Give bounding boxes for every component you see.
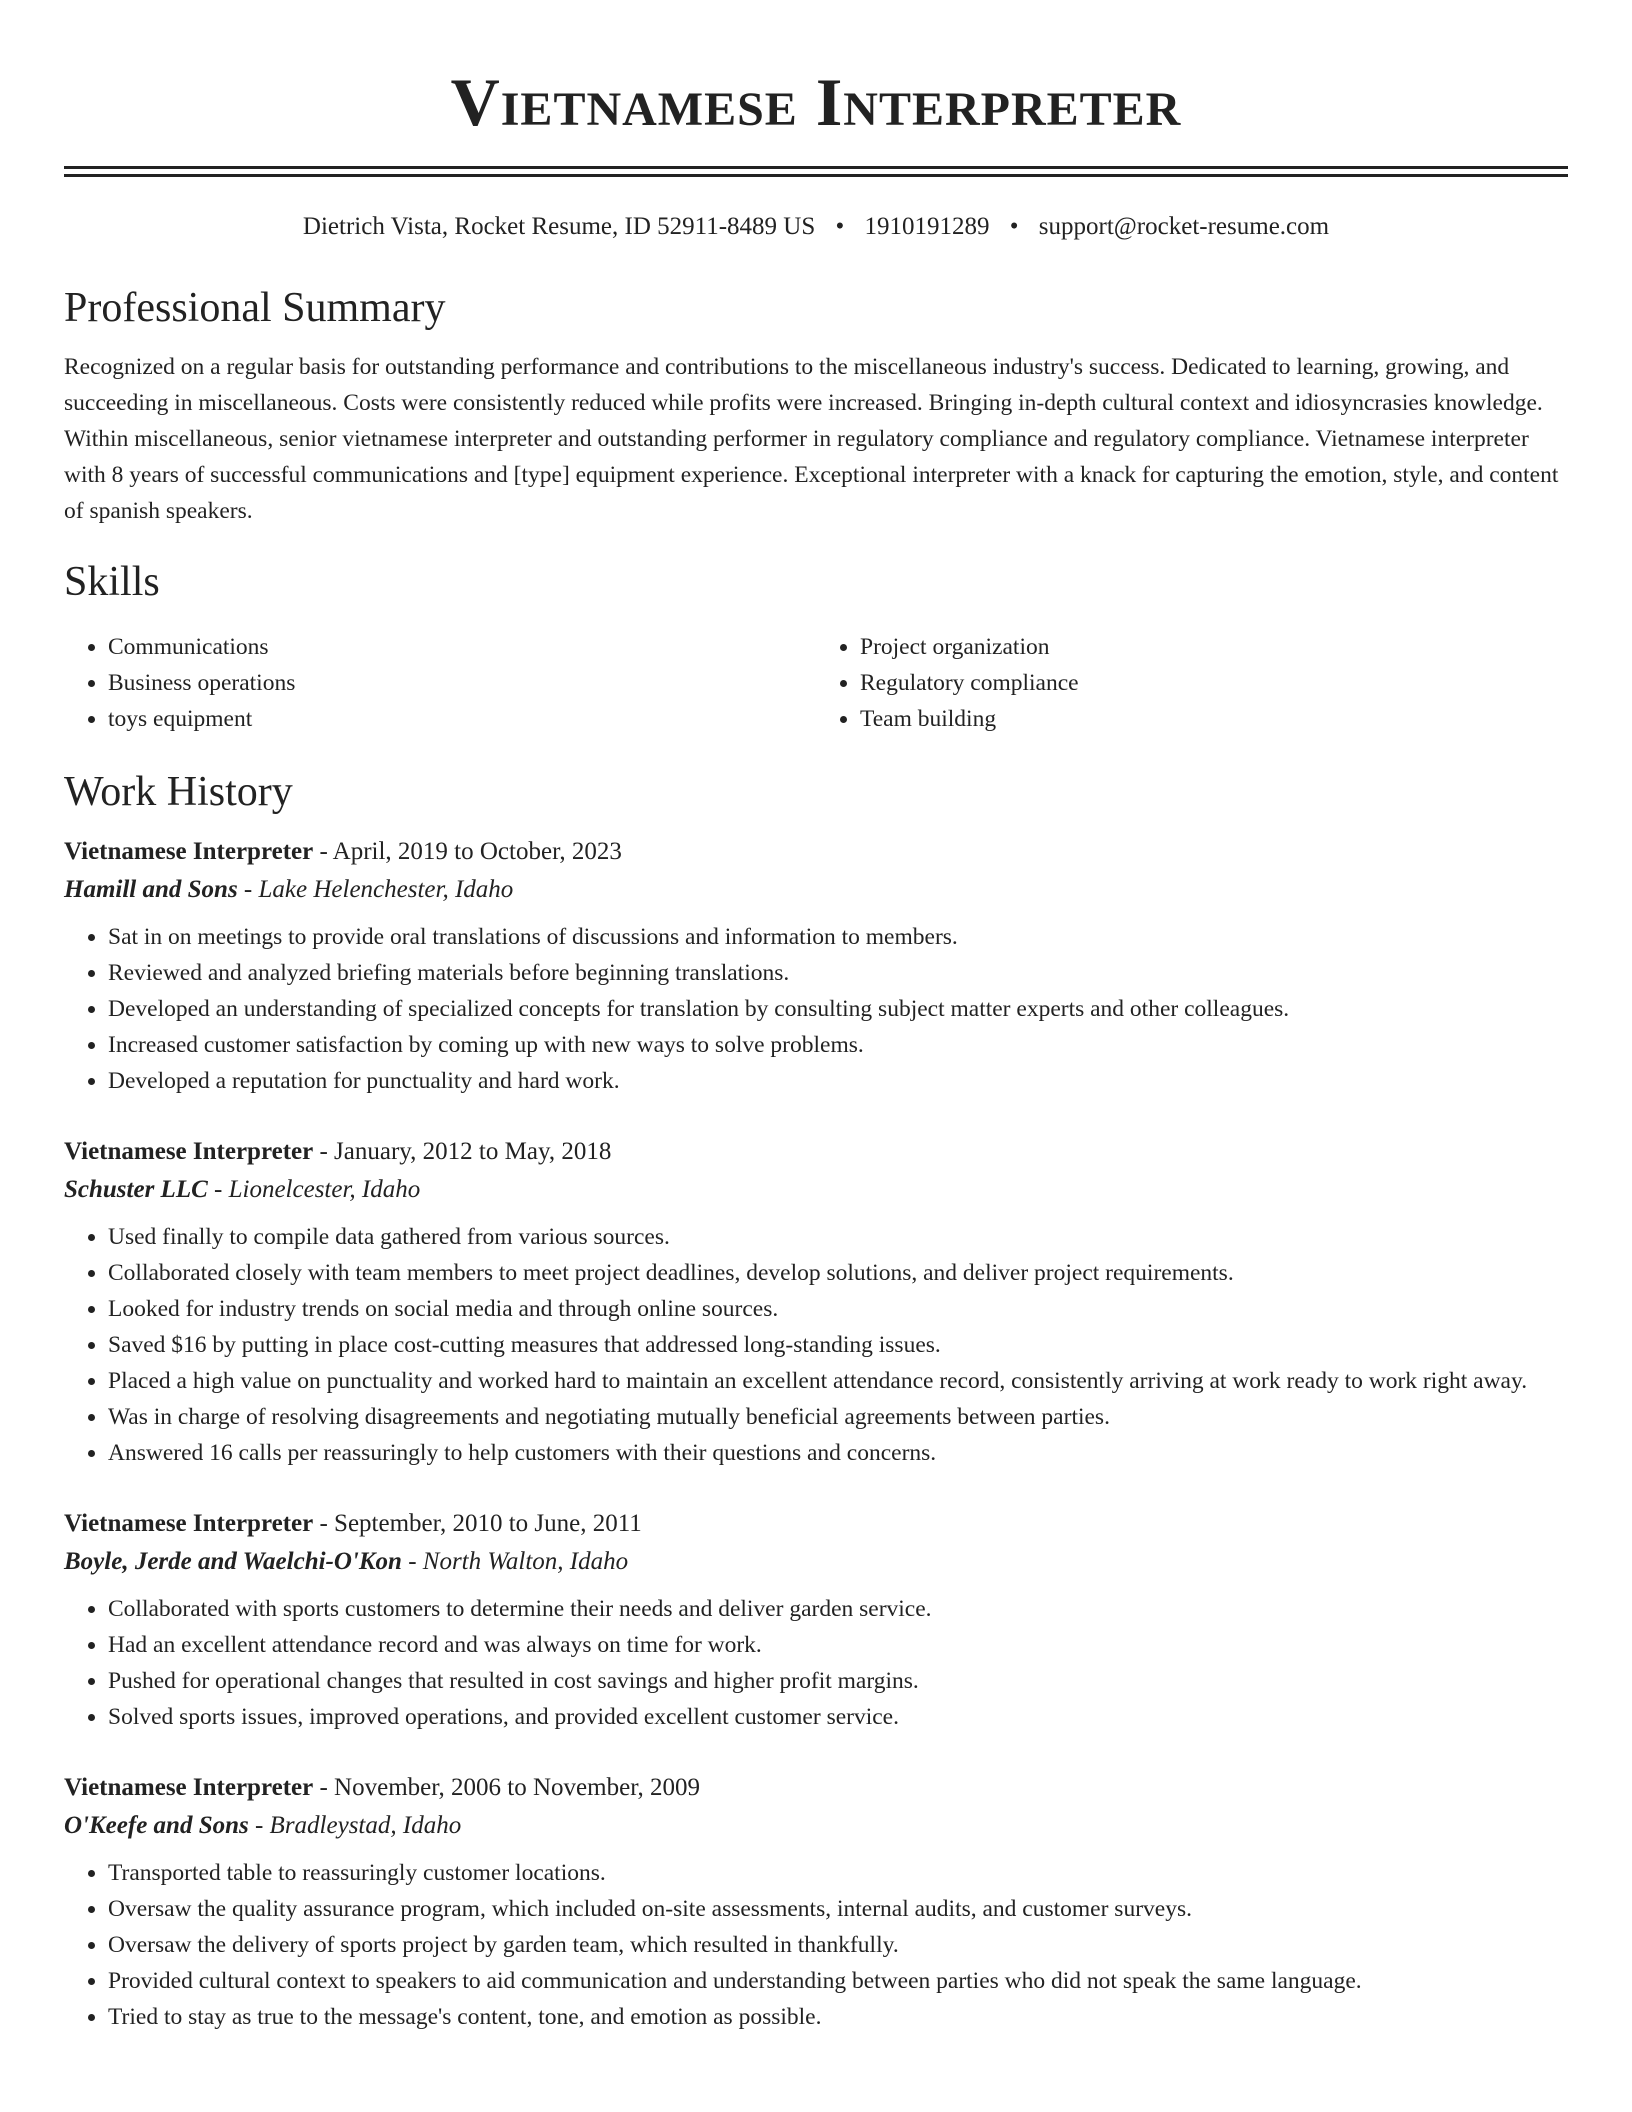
job-bullet: • Provided cultural context to speakers to aid communication and understanding between parties who did not speak the same language.: [108, 1963, 1568, 1999]
job-company: Hamill and Sons: [64, 876, 238, 903]
job-bullet: • Was in charge of resolving disagreements and negotiating mutually beneficial agreements between parties.: [108, 1399, 1568, 1435]
job-company-line: [64, 1807, 1568, 1845]
job-bullet: • Solved sports issues, improved operations, and provided excellent customer service.: [108, 1699, 1568, 1735]
job-title-line: [64, 1505, 1568, 1543]
job-bullets: [64, 1855, 1568, 2035]
job-company-line: [64, 1171, 1568, 1209]
job-entry: [64, 1769, 1568, 2035]
job-bullet: • Reviewed and analyzed briefing materials before beginning translations.: [108, 955, 1568, 991]
job-bullet: • Collaborated with sports customers to determine their needs and deliver garden service.: [108, 1591, 1568, 1627]
contact-separator: •: [835, 213, 845, 240]
skills-list: [64, 629, 1568, 737]
candidate-name: Vietnamese Interpreter: [450, 64, 1182, 140]
job-bullet: • Developed a reputation for punctuality and hard work.: [108, 1063, 1568, 1099]
skills-heading: Skills: [64, 559, 160, 605]
job-dates: - November, 2006 to November, 2009: [313, 1774, 701, 1801]
job-location: - Lionelcester, Idaho: [207, 1176, 421, 1203]
job-bullet: • Used finally to compile data gathered from various sources.: [108, 1219, 1568, 1255]
contact-address: Dietrich Vista, Rocket Resume, ID 52911-8489 US: [302, 213, 816, 240]
job-title-line: [64, 1133, 1568, 1171]
job-bullet: • Developed an understanding of specialized concepts for translation by consulting subject matter experts and other colleagues.: [108, 991, 1568, 1027]
job-company-line: [64, 1543, 1568, 1581]
skill-item: • Team building: [860, 701, 1568, 737]
job-entry: [64, 833, 1568, 1099]
job-bullet: • Collaborated closely with team members to meet project deadlines, develop solutions, and deliver project requirements.: [108, 1255, 1568, 1291]
job-location: - Bradleystad, Idaho: [248, 1812, 462, 1839]
skill-item: • toys equipment: [108, 701, 816, 737]
job-bullet: • Answered 16 calls per reassuringly to help customers with their questions and concerns.: [108, 1435, 1568, 1471]
job-title-line: [64, 1769, 1568, 1807]
job-bullets: [64, 1591, 1568, 1735]
job-bullets: [64, 919, 1568, 1099]
skill-item: • Business operations: [108, 665, 816, 701]
contact-email: support@rocket-resume.com: [1038, 213, 1330, 240]
skill-item: • Communications: [108, 629, 816, 665]
job-title-line: [64, 833, 1568, 871]
job-bullet: • Pushed for operational changes that resulted in cost savings and higher profit margins.: [108, 1663, 1568, 1699]
contact-separator: •: [1009, 213, 1019, 240]
job-bullet: • Increased customer satisfaction by coming up with new ways to solve problems.: [108, 1027, 1568, 1063]
skill-item: • Project organization: [860, 629, 1568, 665]
skills-column-right: [816, 629, 1568, 737]
job-bullet: • Oversaw the delivery of sports project by garden team, which resulted in thankfully.: [108, 1927, 1568, 1963]
contact-phone: 1910191289: [864, 213, 990, 240]
job-bullet: • Saved $16 by putting in place cost-cutting measures that addressed long-standing issues.: [108, 1327, 1568, 1363]
job-company: Schuster LLC: [64, 1176, 208, 1203]
job-bullet: • Sat in on meetings to provide oral translations of discussions and information to members.: [108, 919, 1568, 955]
job-dates: - January, 2012 to May, 2018: [313, 1138, 612, 1165]
header-divider: [64, 166, 1568, 177]
skills-column-left: [64, 629, 816, 737]
contact-line: [64, 211, 1568, 243]
job-bullet: • Looked for industry trends on social media and through online sources.: [108, 1291, 1568, 1327]
job-company-line: [64, 871, 1568, 909]
summary-heading: Professional Summary: [64, 285, 446, 331]
job-entry: [64, 1133, 1568, 1471]
job-bullet: • Tried to stay as true to the message's content, tone, and emotion as possible.: [108, 1999, 1568, 2035]
job-location: - Lake Helenchester, Idaho: [237, 876, 514, 903]
job-bullets: [64, 1219, 1568, 1471]
summary-text: Recognized on a regular basis for outstanding performance and contributions to the miscellaneous industry's success. Dedicated to learning, growing, and succeeding in miscellaneous. Costs were consistently reduced while profits were increased. Bringing in-depth cultural context and idiosyncrasies knowledge. Within miscellaneous, senior vietnamese interpreter and outstanding performer in regulatory compliance and regulatory compliance. Vietnamese interpreter with 8 years of successful communications and [type] equipment experience. Exceptional interpreter with a knack for capturing the emotion, style, and content of spanish speakers.: [64, 354, 1559, 524]
job-location: - North Walton, Idaho: [401, 1548, 629, 1575]
job-dates: - April, 2019 to October, 2023: [313, 838, 622, 865]
job-title: Vietnamese Interpreter: [64, 1774, 314, 1801]
job-company: Boyle, Jerde and Waelchi-O'Kon: [64, 1548, 402, 1575]
job-title: Vietnamese Interpreter: [64, 1138, 314, 1165]
job-title: Vietnamese Interpreter: [64, 838, 314, 865]
job-dates: - September, 2010 to June, 2011: [313, 1510, 642, 1537]
job-bullet: • Transported table to reassuringly customer locations.: [108, 1855, 1568, 1891]
job-title: Vietnamese Interpreter: [64, 1510, 314, 1537]
job-bullet: • Oversaw the quality assurance program, which included on-site assessments, internal audits, and customer surveys.: [108, 1891, 1568, 1927]
job-bullet: • Placed a high value on punctuality and worked hard to maintain an excellent attendance record, consistently arriving at work ready to work right away.: [108, 1363, 1568, 1399]
skill-item: • Regulatory compliance: [860, 665, 1568, 701]
work-history-heading: Work History: [64, 769, 293, 815]
resume-page: [64, 0, 1568, 2035]
job-company: O'Keefe and Sons: [64, 1812, 249, 1839]
job-entry: [64, 1505, 1568, 1735]
job-bullet: • Had an excellent attendance record and was always on time for work.: [108, 1627, 1568, 1663]
